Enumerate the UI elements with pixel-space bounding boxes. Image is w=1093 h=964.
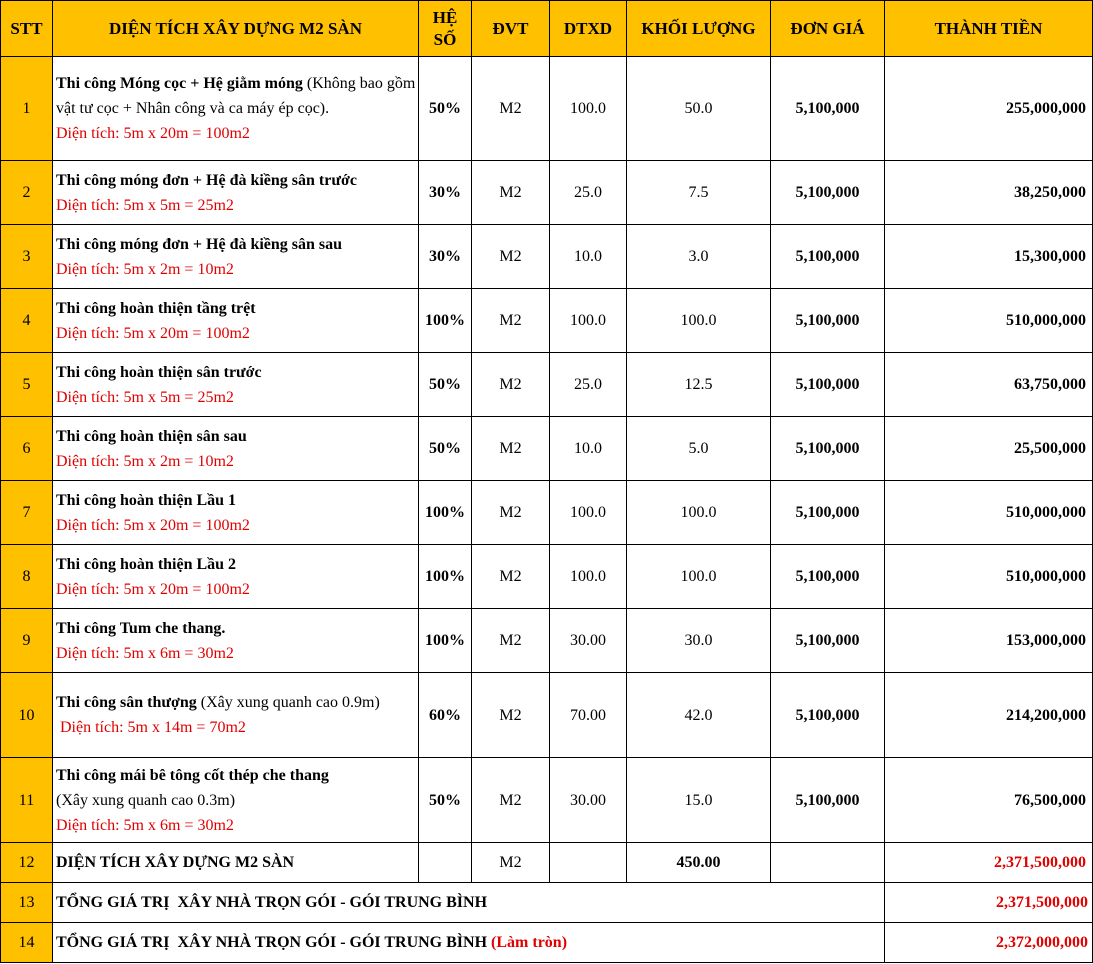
row-desc [53,609,419,673]
row-don-gia: 5,100,000 [771,417,885,481]
row-don-gia: 5,100,000 [771,758,885,843]
row-dvt: M2 [472,673,550,758]
row-khoi-luong: 3.0 [627,225,771,289]
row-dtxd: 10.0 [550,225,627,289]
row-title: Thi công móng đơn + Hệ đà kiềng sân sau [56,235,343,253]
row-thanh-tien: 15,300,000 [885,225,1093,289]
table-row [1,481,1093,545]
table-row [1,673,1093,758]
row-stt: 2 [1,161,53,225]
row-don-gia: 5,100,000 [771,289,885,353]
row-heso: 50% [419,57,472,161]
row-heso: 50% [419,417,472,481]
row-khoi-luong: 100.0 [627,545,771,609]
row-note: (Không bao gồm vật tư cọc + Nhân công và ca máy ép cọc). [56,75,416,117]
row-dvt: M2 [472,225,550,289]
header-stt: STT [1,1,53,57]
row-dtxd: 25.0 [550,161,627,225]
row-area: Diện tích: 5m x 2m = 10m2 [56,260,234,278]
row-area: Diện tích: 5m x 20m = 100m2 [56,125,250,142]
header-heso-2: SỐ [433,29,457,49]
row-area: Diện tích: 5m x 5m = 25m2 [56,388,234,406]
summary-khoi-luong: 450.00 [627,843,771,883]
row-don-gia: 5,100,000 [771,57,885,161]
row-desc [53,289,419,353]
row-heso: 100% [419,609,472,673]
header-desc: DIỆN TÍCH XÂY DỰNG M2 SÀN [53,1,419,57]
row-title: Thi công hoàn thiện tầng trệt [56,299,256,317]
summary-empty-cell [771,843,885,883]
row-area: Diện tích: 5m x 14m = 70m2 [56,719,246,736]
row-heso: 100% [419,481,472,545]
row-dvt: M2 [472,353,550,417]
row-desc [53,161,419,225]
table-row [1,225,1093,289]
row-desc [53,417,419,481]
row-area: Diện tích: 5m x 6m = 30m2 [56,644,234,662]
row-thanh-tien: 510,000,000 [885,545,1093,609]
row-stt: 14 [1,923,53,963]
row-stt: 4 [1,289,53,353]
row-thanh-tien: 38,250,000 [885,161,1093,225]
row-title: Thi công Móng cọc + Hệ giằm móng [56,75,303,92]
row-desc [53,545,419,609]
summary-total: 2,371,500,000 [885,843,1093,883]
row-don-gia: 5,100,000 [771,673,885,758]
row-stt: 12 [1,843,53,883]
table-row [1,353,1093,417]
summary-label [53,923,885,963]
row-dtxd: 70.00 [550,673,627,758]
table-row [1,609,1093,673]
row-title: Thi công hoàn thiện Lầu 1 [56,491,237,509]
row-heso: 100% [419,545,472,609]
row-khoi-luong: 100.0 [627,289,771,353]
summary-empty-cell [419,843,472,883]
row-dtxd: 30.00 [550,609,627,673]
header-heso-1: HỆ [432,7,458,27]
row-area: Diện tích: 5m x 20m = 100m2 [56,516,250,534]
row-dtxd: 100.0 [550,57,627,161]
row-heso: 50% [419,353,472,417]
summary-row-total [1,883,1093,923]
row-title: Thi công hoàn thiện Lầu 2 [56,555,237,573]
row-area: Diện tích: 5m x 5m = 25m2 [56,196,234,214]
summary-total: 2,371,500,000 [885,883,1093,923]
table-row [1,545,1093,609]
row-stt: 3 [1,225,53,289]
row-stt: 8 [1,545,53,609]
row-title: Thi công hoàn thiện sân trước [56,363,262,381]
summary-dvt: M2 [472,843,550,883]
header-thanh-tien: THÀNH TIỀN [885,1,1093,57]
row-title: Thi công Tum che thang. [56,619,226,637]
row-dvt: M2 [472,289,550,353]
summary-label-suffix: (Làm tròn) [491,934,568,951]
row-heso: 100% [419,289,472,353]
summary-row-area [1,843,1093,883]
row-title: Thi công hoàn thiện sân sau [56,427,247,445]
summary-total: 2,372,000,000 [885,923,1093,963]
summary-row-rounded [1,923,1093,963]
row-dtxd: 10.0 [550,417,627,481]
row-stt: 5 [1,353,53,417]
row-thanh-tien: 25,500,000 [885,417,1093,481]
table-row [1,289,1093,353]
row-desc [53,481,419,545]
row-stt: 11 [1,758,53,843]
row-don-gia: 5,100,000 [771,609,885,673]
table-row [1,417,1093,481]
row-khoi-luong: 5.0 [627,417,771,481]
row-heso: 30% [419,225,472,289]
row-dtxd: 30.00 [550,758,627,843]
row-area: Diện tích: 5m x 20m = 100m2 [56,324,250,342]
row-thanh-tien: 255,000,000 [885,57,1093,161]
row-area: Diện tích: 5m x 6m = 30m2 [56,816,234,834]
row-desc [53,353,419,417]
summary-label-text: TỔNG GIÁ TRỊ XÂY NHÀ TRỌN GÓI - GÓI TRUNG BÌNH [56,934,492,951]
row-khoi-luong: 30.0 [627,609,771,673]
row-stt: 13 [1,883,53,923]
row-stt: 10 [1,673,53,758]
header-dtxd: DTXD [550,1,627,57]
row-thanh-tien: 76,500,000 [885,758,1093,843]
row-khoi-luong: 7.5 [627,161,771,225]
table-row [1,161,1093,225]
row-title: Thi công mái bê tông cốt thép che thang [56,766,329,784]
row-dvt: M2 [472,609,550,673]
row-dtxd: 100.0 [550,545,627,609]
row-don-gia: 5,100,000 [771,161,885,225]
summary-label: TỔNG GIÁ TRỊ XÂY NHÀ TRỌN GÓI - GÓI TRUNG BÌNH [53,883,885,923]
summary-empty-cell [550,843,627,883]
row-stt: 1 [1,57,53,161]
row-heso: 60% [419,673,472,758]
row-dtxd: 100.0 [550,289,627,353]
row-dtxd: 100.0 [550,481,627,545]
header-heso [419,1,472,57]
row-area: Diện tích: 5m x 20m = 100m2 [56,580,250,598]
row-title: Thi công móng đơn + Hệ đà kiềng sân trước [56,171,357,189]
row-heso: 50% [419,758,472,843]
row-khoi-luong: 100.0 [627,481,771,545]
row-don-gia: 5,100,000 [771,481,885,545]
row-thanh-tien: 510,000,000 [885,481,1093,545]
row-desc [53,57,419,161]
table-row [1,758,1093,843]
row-don-gia: 5,100,000 [771,545,885,609]
row-thanh-tien: 63,750,000 [885,353,1093,417]
row-desc [53,758,419,843]
row-khoi-luong: 12.5 [627,353,771,417]
row-desc [53,225,419,289]
row-dvt: M2 [472,161,550,225]
row-dvt: M2 [472,545,550,609]
row-thanh-tien: 510,000,000 [885,289,1093,353]
row-dvt: M2 [472,481,550,545]
row-dvt: M2 [472,758,550,843]
row-title: Thi công sân thượng [56,694,197,711]
row-stt: 9 [1,609,53,673]
row-dvt: M2 [472,57,550,161]
row-note: (Xây xung quanh cao 0.9m) [196,694,380,711]
row-heso: 30% [419,161,472,225]
row-khoi-luong: 15.0 [627,758,771,843]
row-don-gia: 5,100,000 [771,225,885,289]
row-khoi-luong: 42.0 [627,673,771,758]
row-dtxd: 25.0 [550,353,627,417]
row-stt: 7 [1,481,53,545]
row-don-gia: 5,100,000 [771,353,885,417]
header-don-gia: ĐƠN GIÁ [771,1,885,57]
row-note: (Xây xung quanh cao 0.3m) [56,791,236,809]
header-row [1,1,1093,57]
header-dvt: ĐVT [472,1,550,57]
row-desc [53,673,419,758]
row-dvt: M2 [472,417,550,481]
row-area: Diện tích: 5m x 2m = 10m2 [56,452,234,470]
row-stt: 6 [1,417,53,481]
summary-label: DIỆN TÍCH XÂY DỰNG M2 SÀN [53,843,419,883]
row-thanh-tien: 153,000,000 [885,609,1093,673]
row-khoi-luong: 50.0 [627,57,771,161]
header-khoi-luong: KHỐI LƯỢNG [627,1,771,57]
table-row [1,57,1093,161]
row-thanh-tien: 214,200,000 [885,673,1093,758]
